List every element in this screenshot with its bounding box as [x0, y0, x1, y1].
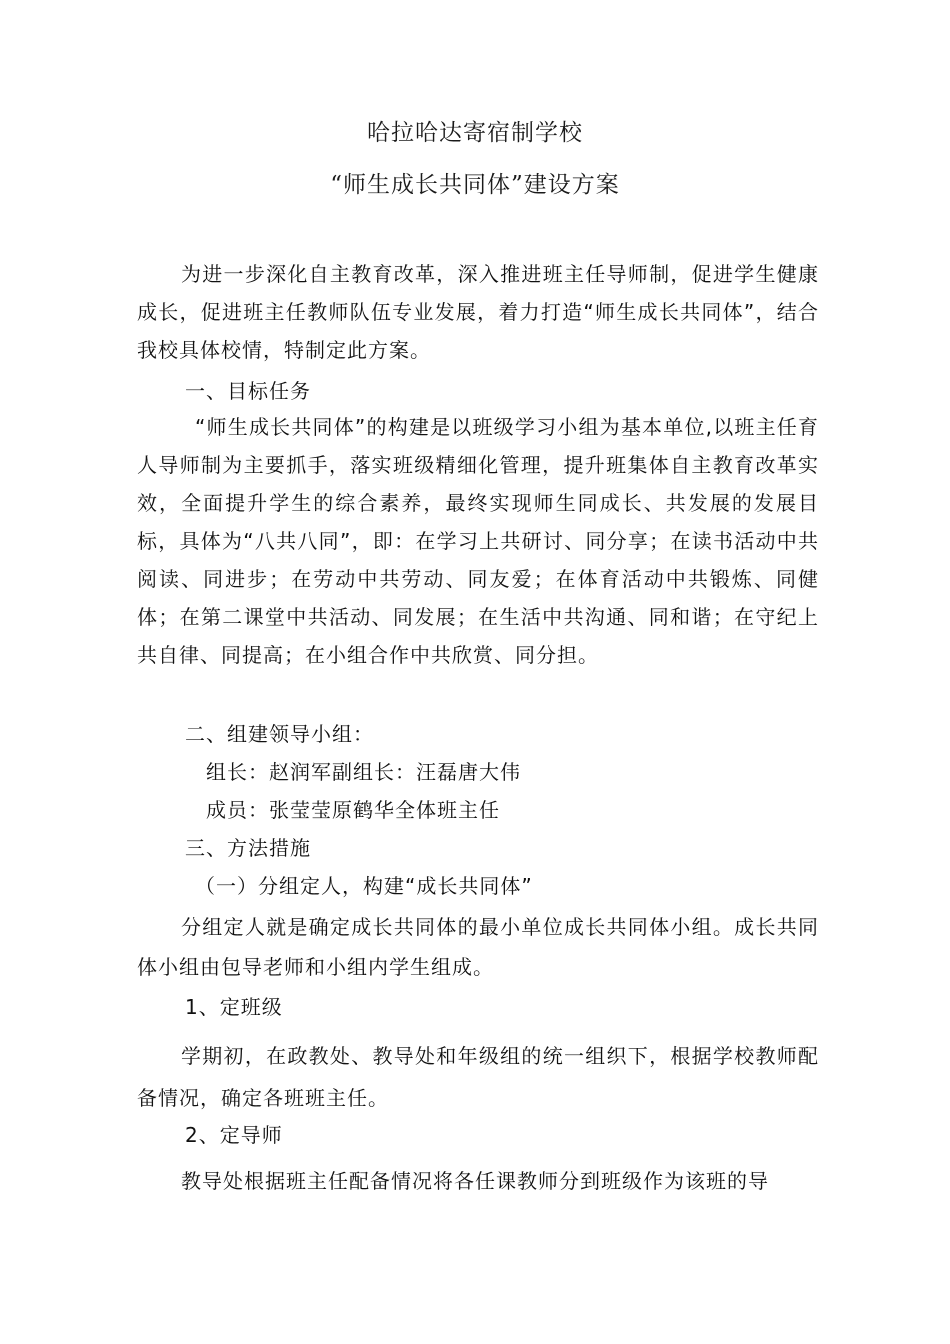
document-title-school: 哈拉哈达寄宿制学校 — [367, 120, 583, 146]
leadership-leaders: 组长：赵润军副组长：汪磊唐大伟 — [206, 760, 521, 784]
item-heading-class: 1、定班级 — [185, 995, 283, 1019]
grouping-paragraph: 分组定人就是确定成长共同体的最小单位成长共同体小组。成长共同体小组由包导老师和小组内学生组成。 — [137, 915, 819, 979]
leadership-members: 成员：张莹莹原鹤华全体班主任 — [206, 798, 500, 822]
section-heading-leadership: 二、组建领导小组： — [185, 722, 374, 746]
mentor-paragraph: 教导处根据班主任配备情况将各任课教师分到班级作为该班的导 — [181, 1169, 769, 1193]
goals-paragraph: “师生成长共同体”的构建是以班级学习小组为基本单位,以班主任育人导师制为主要抓手，落实班级精细化管理，提升班集体自主教育改革实效，全面提升学生的综合素养，最终实现师生同成长、共发展的发展目标，具体为“八共八同”，即：在学习上共研讨、同分享；在读书活动中共阅读、同进步；在劳动中共劳动、同友爱；在体育活动中共锻炼、同健体；在第二课堂中共活动、同发展；在生活中共沟通、同和谐；在守纪上共自律、同提高；在小组合作中共欣赏、同分担。 — [137, 415, 819, 667]
item-heading-mentor: 2、定导师 — [185, 1123, 283, 1147]
section-heading-goals: 一、目标任务 — [185, 379, 311, 403]
intro-paragraph: 为进一步深化自主教育改革，深入推进班主任导师制，促进学生健康成长，促进班主任教师队伍专业发展，着力打造“师生成长共同体”，结合我校具体校情，特制定此方案。 — [137, 262, 819, 362]
section-heading-methods: 三、方法措施 — [185, 836, 311, 860]
class-paragraph: 学期初，在政教处、教导处和年级组的统一组织下，根据学校教师配备情况，确定各班班主任。 — [137, 1044, 819, 1110]
subsection-heading-grouping: （一）分组定人，构建“成长共同体” — [195, 874, 533, 898]
document-title-plan: “师生成长共同体”建设方案 — [330, 172, 620, 198]
